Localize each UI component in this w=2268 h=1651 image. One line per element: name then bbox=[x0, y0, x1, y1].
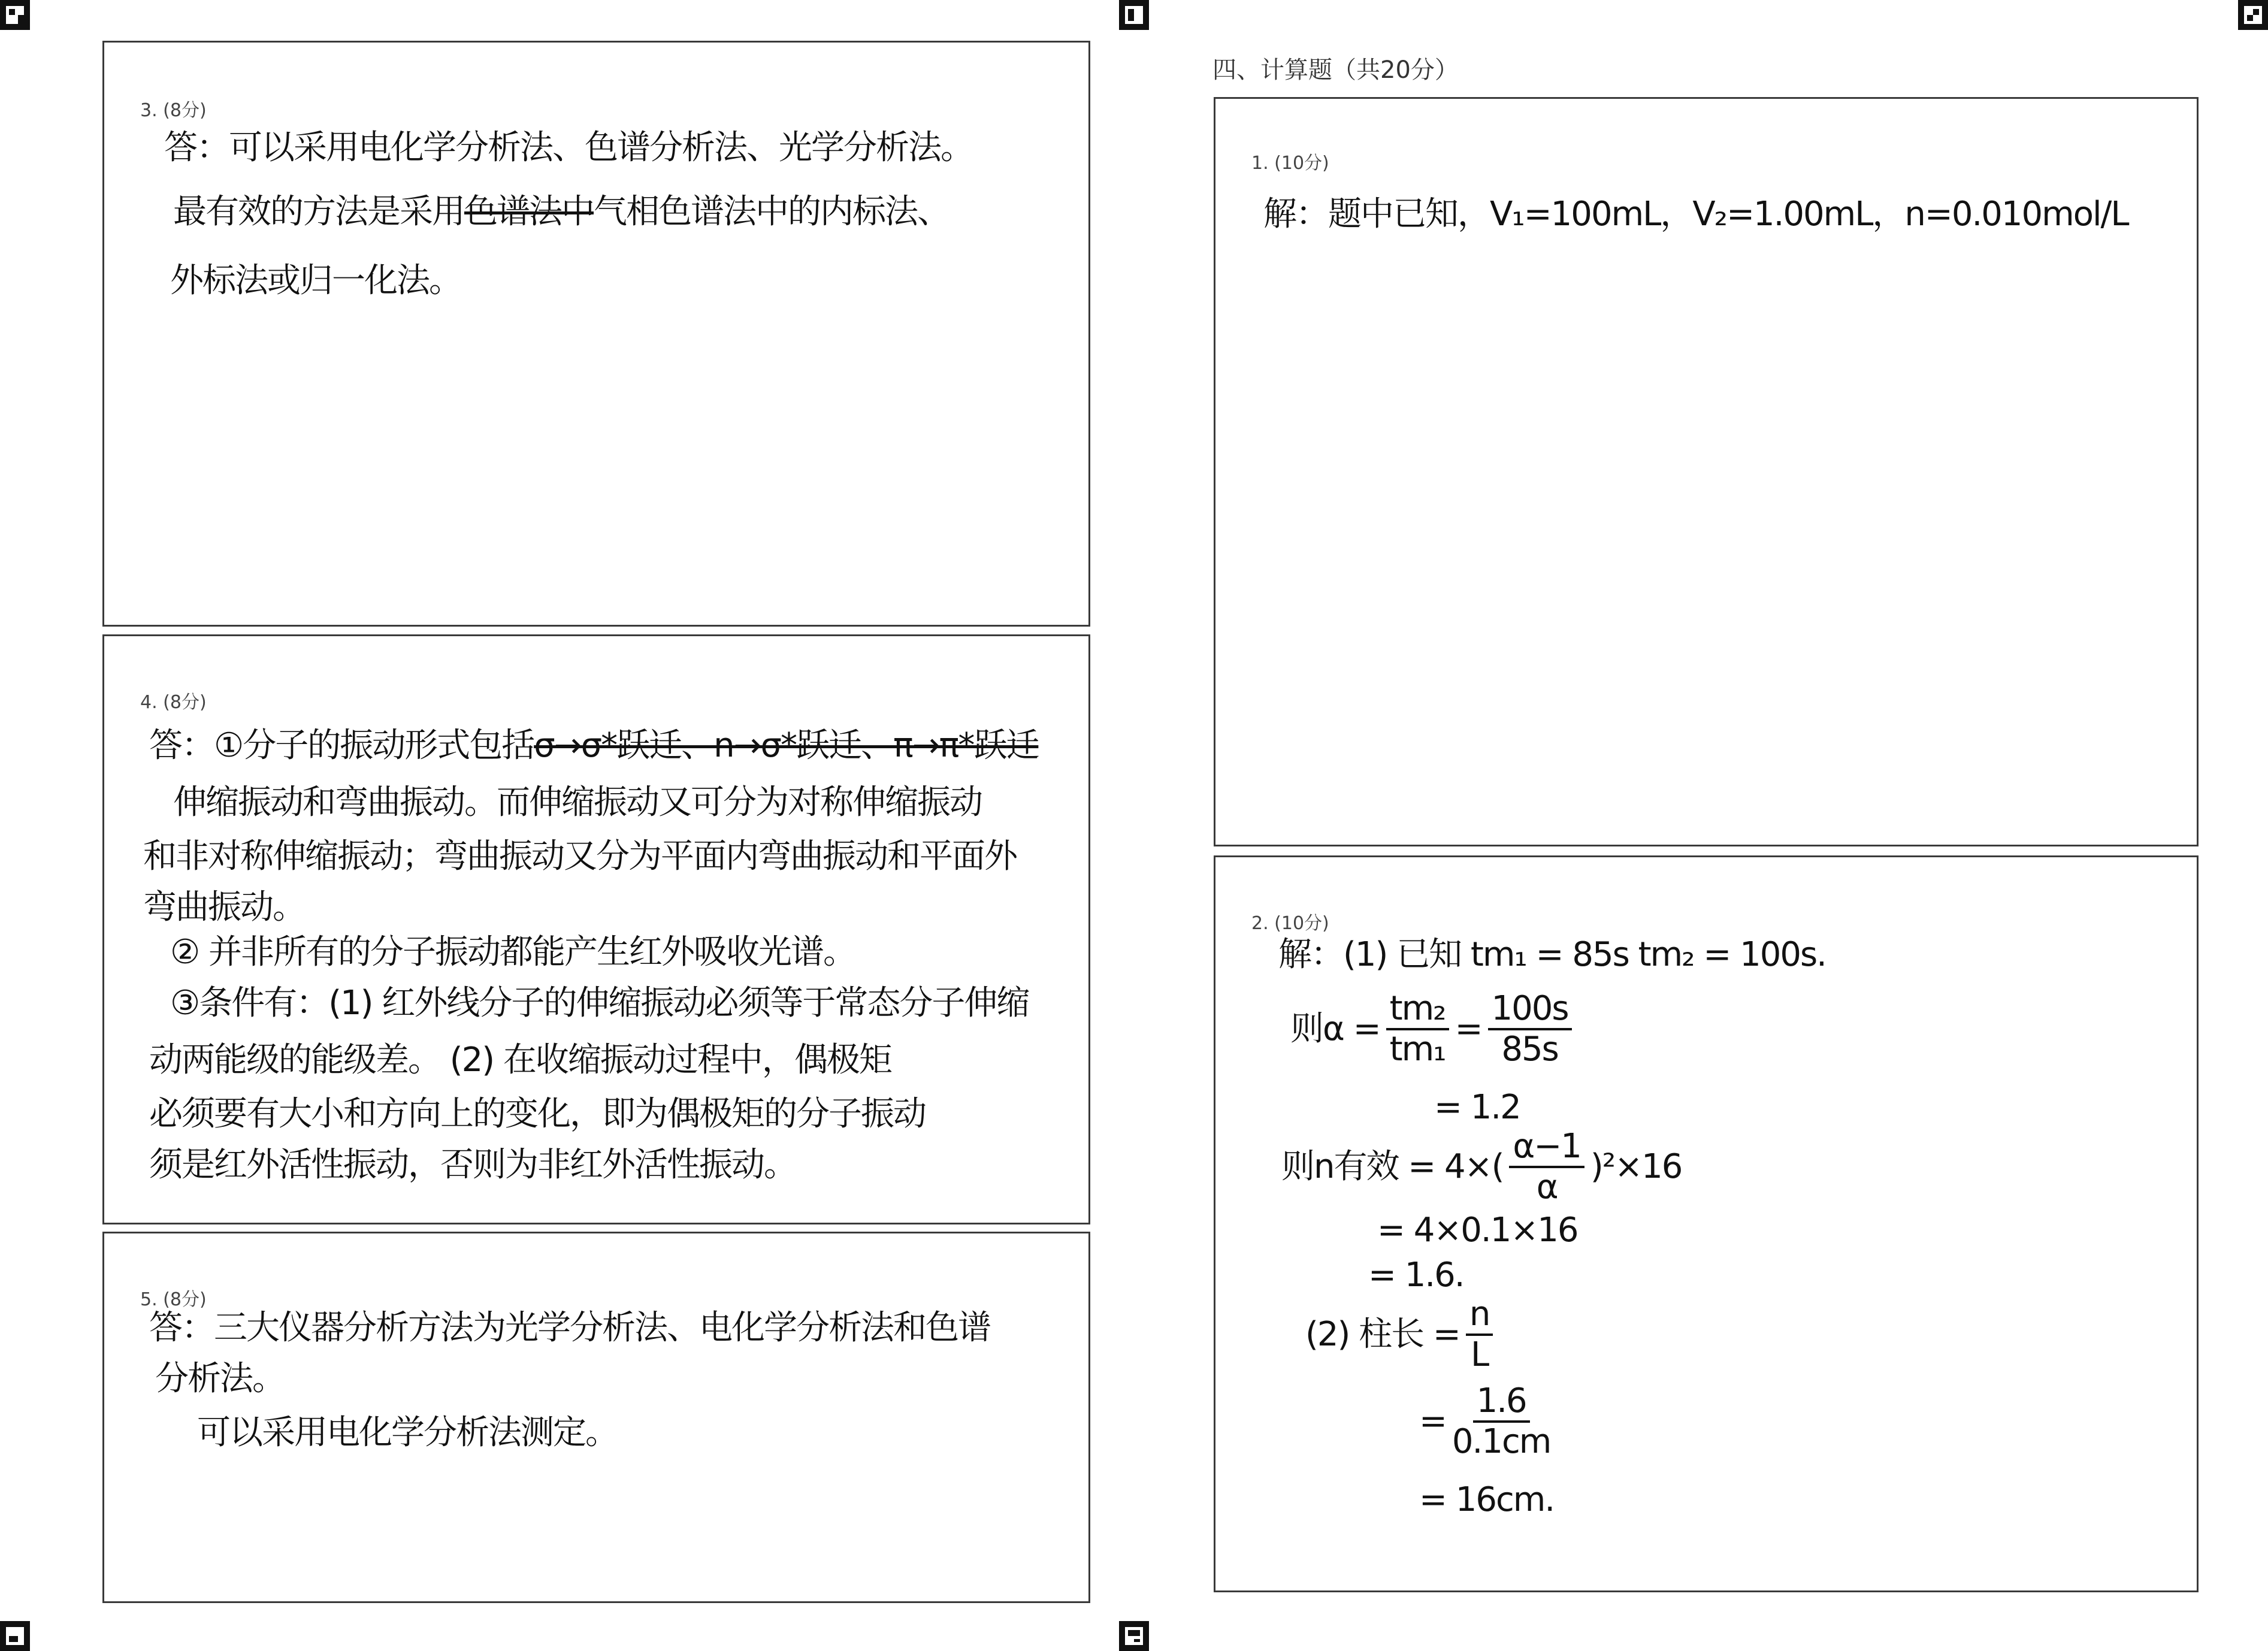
handwritten-text: 答：①分子的振动形式包括 bbox=[149, 726, 534, 765]
fraction bbox=[1466, 1295, 1493, 1374]
answer-box-c1 bbox=[1214, 97, 2199, 846]
handwritten-text: 最有效的方法是采用 bbox=[173, 192, 464, 231]
handwritten-line bbox=[1281, 1127, 1682, 1206]
fraction-denominator: L bbox=[1471, 1335, 1489, 1374]
handwritten-line: 和非对称伸缩振动；弯曲振动又分为平面内弯曲振动和平面外 bbox=[143, 837, 1017, 876]
handwritten-line: 答：可以采用电化学分析法、色谱分析法、光学分析法。 bbox=[164, 128, 973, 167]
handwritten-text: 则n有效 = 4×( bbox=[1281, 1147, 1504, 1186]
fiducial-marker-top-right bbox=[2238, 0, 2268, 30]
fiducial-marker-top-left bbox=[0, 0, 30, 30]
handwritten-line: = 16cm. bbox=[1419, 1480, 1555, 1519]
handwritten-line bbox=[173, 192, 949, 231]
handwritten-text: (2) 柱长 = bbox=[1305, 1315, 1460, 1354]
handwritten-line: 外标法或归一化法。 bbox=[170, 261, 461, 300]
answer-box-q4 bbox=[102, 634, 1090, 1224]
handwritten-line: 动两能级的能级差。 (2) 在收缩振动过程中，偶极矩 bbox=[149, 1041, 891, 1080]
question-label: 5. (8分) bbox=[140, 1289, 207, 1310]
fraction-numerator: tm₂ bbox=[1386, 992, 1449, 1030]
handwritten-text: 气相色谱法中的内标法、 bbox=[594, 192, 949, 231]
handwritten-line: 解：(1) 已知 tm₁ = 85s tm₂ = 100s. bbox=[1278, 935, 1826, 974]
handwritten-line: 可以采用电化学分析法测定。 bbox=[197, 1413, 618, 1452]
handwritten-line: 分析法。 bbox=[155, 1359, 285, 1398]
answer-box-q3 bbox=[102, 41, 1090, 627]
question-label: 2. (10分) bbox=[1251, 913, 1329, 934]
fiducial-marker-bottom-left bbox=[0, 1621, 30, 1651]
fraction-numerator: 100s bbox=[1488, 992, 1572, 1030]
answer-box-c2 bbox=[1214, 855, 2199, 1592]
handwritten-line: 须是红外活性振动，否则为非红外活性振动。 bbox=[149, 1145, 796, 1184]
fiducial-marker-top-center bbox=[1119, 0, 1149, 30]
handwritten-line bbox=[1290, 989, 1578, 1069]
fraction-denominator: α bbox=[1536, 1168, 1558, 1206]
fraction-denominator: 0.1cm bbox=[1451, 1422, 1551, 1461]
handwritten-line: ② 并非所有的分子振动都能产生红外吸收光谱。 bbox=[170, 933, 856, 972]
handwritten-line: 伸缩振动和弯曲振动。而伸缩振动又可分为对称伸缩振动 bbox=[173, 783, 982, 822]
fraction-numerator: 1.6 bbox=[1473, 1384, 1530, 1423]
fraction bbox=[1488, 989, 1572, 1069]
struck-text: σ→σ*跃迁、n→σ*跃迁、π→π*跃迁 bbox=[534, 726, 1039, 765]
handwritten-line: = 1.2 bbox=[1434, 1088, 1520, 1127]
question-label: 3. (8分) bbox=[140, 100, 207, 121]
struck-text: 色谱法中 bbox=[464, 192, 594, 231]
section-title: 四、计算题（共20分） bbox=[1212, 56, 1459, 84]
equals-sign: = bbox=[1419, 1402, 1446, 1441]
handwritten-line: = 1.6. bbox=[1368, 1256, 1464, 1295]
answer-box-q5 bbox=[102, 1232, 1090, 1603]
handwritten-line bbox=[1419, 1381, 1556, 1461]
fraction-numerator: n bbox=[1466, 1298, 1493, 1336]
fraction-numerator: α−1 bbox=[1509, 1130, 1584, 1168]
handwritten-line bbox=[149, 726, 1039, 765]
question-label: 1. (10分) bbox=[1251, 153, 1329, 174]
handwritten-text: 则α = bbox=[1290, 1009, 1380, 1048]
fraction-denominator: tm₁ bbox=[1389, 1030, 1446, 1069]
handwritten-line: 弯曲振动。 bbox=[143, 888, 305, 927]
fraction bbox=[1386, 989, 1449, 1069]
handwritten-line: 解：题中已知，V₁=100mL，V₂=1.00mL，n=0.010mol/L bbox=[1263, 195, 2128, 234]
handwritten-line: = 4×0.1×16 bbox=[1377, 1211, 1578, 1250]
fraction bbox=[1509, 1127, 1584, 1206]
fraction-denominator: 85s bbox=[1501, 1030, 1558, 1069]
handwritten-line: ③条件有：(1) 红外线分子的伸缩振动必须等于常态分子伸缩 bbox=[170, 984, 1029, 1023]
question-label: 4. (8分) bbox=[140, 692, 207, 713]
handwritten-text: )²×16 bbox=[1590, 1147, 1682, 1186]
handwritten-line: 答：三大仪器分析方法为光学分析法、电化学分析法和色谱 bbox=[149, 1308, 990, 1347]
fiducial-marker-bottom-center bbox=[1119, 1621, 1149, 1651]
handwritten-line bbox=[1305, 1295, 1499, 1374]
fraction bbox=[1451, 1381, 1551, 1461]
handwritten-line: 必须要有大小和方向上的变化，即为偶极矩的分子振动 bbox=[149, 1094, 926, 1133]
equals-sign: = bbox=[1454, 1009, 1482, 1048]
